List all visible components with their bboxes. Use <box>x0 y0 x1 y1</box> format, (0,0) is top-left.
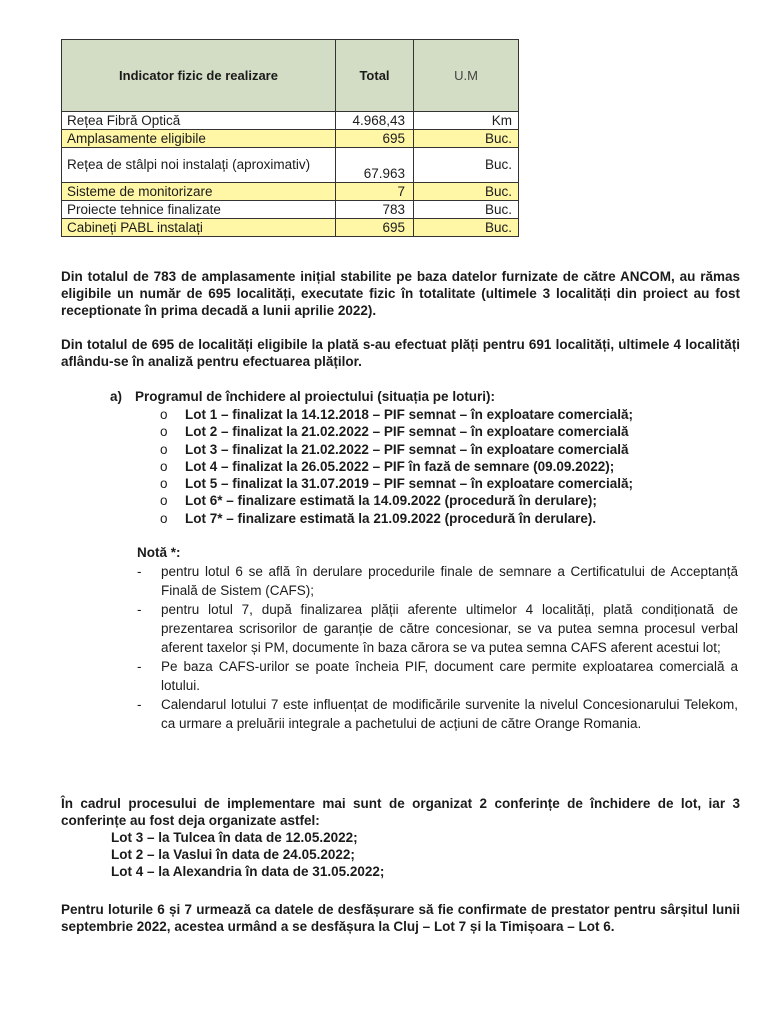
bullet: o <box>160 510 168 526</box>
row-label: Cabineți PABL instalați <box>62 219 336 237</box>
bullet: o <box>160 441 168 457</box>
list-item <box>160 458 633 475</box>
indicators-table <box>61 39 519 237</box>
list-item <box>137 657 738 695</box>
list-item <box>160 475 633 492</box>
nota-text: Pe baza CAFS-urilor se poate încheia PIF, document care permite exploatarea comercială a lotului. <box>161 659 738 693</box>
bullet: o <box>160 493 168 509</box>
lots-list <box>160 406 633 527</box>
row-label: Rețea Fibră Optică <box>62 112 336 130</box>
lot-text: Lot 6* – finalizare estimată la 14.09.2022 (procedură în derulare); <box>185 493 597 509</box>
nota-text: pentru lotul 6 se află în derulare procedurile finale de semnare a Certificatului de Acceptanță Finală de Sistem (CAFS); <box>161 564 738 598</box>
list-item: Lot 4 – la Alexandria în data de 31.05.2022; <box>111 864 385 879</box>
lot-text: Lot 7* – finalizare estimată la 21.09.2022 (procedură în derulare). <box>185 510 597 526</box>
lot-text: Lot 1 – finalizat la 14.12.2018 – PIF semnat – în exploatare comercială; <box>185 407 633 422</box>
row-um: Buc. <box>414 201 519 219</box>
list-item <box>160 492 633 509</box>
section-a-title: Programul de închidere al proiectului (situația pe loturi): <box>135 389 496 404</box>
list-item <box>137 600 738 657</box>
table-header-row <box>62 40 519 112</box>
bullet: o <box>160 458 168 474</box>
list-item <box>160 406 633 423</box>
list-item: Lot 3 – la Tulcea în data de 12.05.2022; <box>111 830 358 845</box>
row-label: Sisteme de monitorizare <box>62 183 336 201</box>
row-um: Buc. <box>414 219 519 237</box>
nota-text: pentru lotul 7, după finalizarea plății aferente ultimelor 4 localități, plată condiționată de prezentarea scrisorilor de garanție de către concesionar, se va putea semna procesul verbal aferent taxelor și PM, documente în baza cărora se va putea semna CAFS aferent acestui lot; <box>161 602 738 655</box>
lot-text: Lot 3 – finalizat la 21.02.2022 – PIF semnat – în exploatare comercială <box>185 441 629 457</box>
row-total: 695 <box>336 130 414 148</box>
paragraph-plati: Din totalul de 695 de localități eligibile la plată s-au efectuat plăți pentru 691 localități, ultimele 4 localități aflându-se în analiză pentru efectuarea plăților. <box>61 337 740 369</box>
nota-text: Calendarul lotului 7 este influențat de modificările survenite la nivelul Concesionarului Telekom, ca urmare a preluării integrale a pachetului de acțiuni de către Orange Romania. <box>161 697 738 731</box>
row-label: Proiecte tehnice finalizate <box>62 201 336 219</box>
row-total: 7 <box>336 183 414 201</box>
table-row <box>62 130 519 148</box>
list-item <box>137 695 738 733</box>
list-item: Lot 2 – la Vaslui în data de 24.05.2022; <box>111 847 355 862</box>
paragraph-amplasamente: Din totalul de 783 de amplasamente inițial stabilite pe baza datelor furnizate de către ANCOM, au rămas eligibile un număr de 695 localități, executate fizic în totalitate (ultimele 3 localități din proiect au fost receptionate în prima decadă a lunii aprilie 2022). <box>61 269 740 318</box>
paragraph-conferinte: În cadrul procesului de implementare mai sunt de organizat 2 conferințe de închidere de lot, iar 3 conferințe au fost deja organizate astfel: <box>61 796 740 828</box>
bullet: o <box>160 424 168 440</box>
nota-title: Notă *: <box>137 545 181 560</box>
dash: - <box>137 659 142 674</box>
list-item <box>137 562 738 600</box>
bullet: o <box>160 476 168 492</box>
row-label: Amplasamente eligibile <box>62 130 336 148</box>
dash: - <box>137 602 142 617</box>
list-item <box>160 441 633 458</box>
lot-text: Lot 2 – finalizat la 21.02.2022 – PIF semnat – în exploatare comercială <box>185 424 629 440</box>
table-row <box>62 183 519 201</box>
lot-text: Lot 4 – finalizat la 26.05.2022 – PIF în fază de semnare (09.09.2022); <box>185 458 615 474</box>
header-indicator: Indicator fizic de realizare <box>62 40 336 112</box>
section-a-heading <box>110 389 495 404</box>
paragraph-loturi-6-7: Pentru loturile 6 și 7 urmează ca datele de desfășurare să fie confirmate de prestator pentru sârșitul lunii septembrie 2022, acestea urmând a se desfășura la Cluj – Lot 7 și la Timișoara – Lot 6. <box>61 902 740 934</box>
section-a-letter: a) <box>110 389 123 404</box>
row-um: Buc. <box>414 183 519 201</box>
row-total: 67.963 <box>336 148 414 183</box>
header-total: Total <box>336 40 414 112</box>
list-item <box>160 423 633 440</box>
table-row <box>62 112 519 130</box>
table-row <box>62 148 519 183</box>
row-um: Buc. <box>414 148 519 183</box>
conferences-list <box>111 829 384 880</box>
dash: - <box>137 564 142 579</box>
row-um: Km <box>414 112 519 130</box>
row-um: Buc. <box>414 130 519 148</box>
table-row <box>62 219 519 237</box>
header-um: U.M <box>414 40 519 112</box>
nota-list <box>137 562 738 733</box>
list-item <box>160 510 633 527</box>
row-total: 4.968,43 <box>336 112 414 130</box>
row-total: 695 <box>336 219 414 237</box>
row-label: Rețea de stâlpi noi instalați (aproximativ) <box>62 148 336 183</box>
table-row <box>62 201 519 219</box>
bullet: o <box>160 407 168 422</box>
lot-text: Lot 5 – finalizat la 31.07.2019 – PIF semnat – în exploatare comercială; <box>185 476 633 492</box>
dash: - <box>137 697 142 712</box>
row-total: 783 <box>336 201 414 219</box>
